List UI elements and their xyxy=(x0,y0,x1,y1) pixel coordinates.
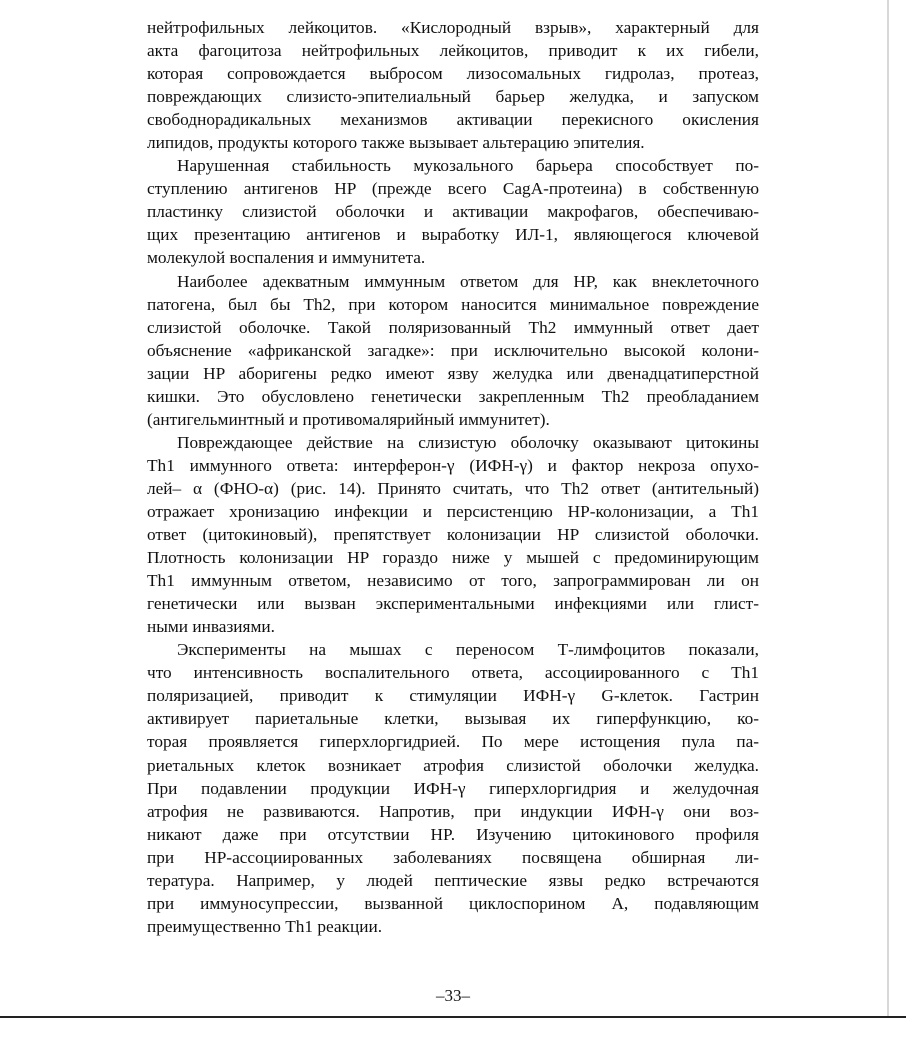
text-line: ступлению антигенов HP (прежде всего CagA-протеина) в собственную xyxy=(147,179,759,199)
body-text xyxy=(147,16,759,938)
page-number: –33– xyxy=(436,986,470,1005)
text-line: повреждающих слизисто-эпителиальный барьер желудка, и запуском xyxy=(147,87,759,107)
text-line: При подавлении продукции ИФН-γ гиперхлоргидрия и желудочная xyxy=(147,778,759,798)
text-line: ответ (цитокиновый), препятствует колонизации HP слизистой оболочки. xyxy=(147,525,759,545)
text-line: пластинку слизистой оболочки и активации макрофагов, обеспечиваю- xyxy=(147,202,759,222)
text-line: слизистой оболочке. Такой поляризованный Th2 иммунный ответ дает xyxy=(147,317,759,337)
paragraph-first-line: Нарушенная стабильность мукозального барьера способствует по- xyxy=(177,156,759,176)
text-line: ными инвазиями. xyxy=(147,617,275,637)
text-line: свободнорадикальных механизмов активации перекисного окисления xyxy=(147,110,759,130)
text-line: зации HP аборигены редко имеют язву желудка или двенадцатиперстной xyxy=(147,363,759,383)
text-line: риетальных клеток возникает атрофия слизистой оболочки желудка. xyxy=(147,755,759,775)
text-line: Th1 иммунного ответа: интерферон-γ (ИФН-γ) и фактор некроза опухо- xyxy=(147,455,759,475)
text-line: атрофия не развиваются. Напротив, при индукции ИФН-γ они воз- xyxy=(147,801,759,821)
paragraph-first-line: Эксперименты на мышах с переносом Т-лимфоцитов показали, xyxy=(177,640,759,660)
text-line: кишки. Это обусловлено генетически закрепленным Th2 преобладанием xyxy=(147,386,759,406)
text-line: (антигельминтный и противомалярийный иммунитет). xyxy=(147,409,550,429)
page-bottom-edge xyxy=(0,1016,906,1018)
text-line: нейтрофильных лейкоцитов. «Кислородный взрыв», характерный для xyxy=(147,18,759,37)
text-line: торая проявляется гиперхлоргидрией. По мере истощения пула па- xyxy=(147,732,759,752)
text-line: что интенсивность воспалительного ответа, ассоциированного с Th1 xyxy=(147,663,759,683)
scan-edge-line xyxy=(887,0,889,1016)
text-line: генетически или вызван экспериментальными инфекциями или глист- xyxy=(147,594,759,614)
text-line: патогена, был бы Th2, при котором наносится минимальное повреждение xyxy=(147,294,759,314)
text-line: молекулой воспаления и иммунитета. xyxy=(147,248,426,268)
paragraph-first-line: Повреждающее действие на слизистую оболочку оказывают цитокины xyxy=(177,432,759,452)
text-line: тература. Например, у людей пептические язвы редко встречаются xyxy=(147,870,759,890)
text-line: отражает хронизацию инфекции и персистенцию HP-колонизации, а Th1 xyxy=(147,501,759,521)
text-line: Th1 иммунным ответом, независимо от того, запрограммирован ли он xyxy=(147,571,759,591)
text-line: преимущественно Th1 реакции. xyxy=(147,916,383,936)
text-line: которая сопровождается выбросом лизосомальных гидролаз, протеаз, xyxy=(147,64,759,84)
text-line: при HP-ассоциированных заболеваниях посвящена обширная ли- xyxy=(147,847,759,867)
text-line: щих презентацию антигенов и выработку ИЛ-1, являющегося ключевой xyxy=(147,225,759,245)
text-line: лей– α (ФНО-α) (рис. 14). Принято считать, что Th2 ответ (антительный) xyxy=(147,478,759,498)
text-line: объяснение «африканской загадке»: при исключительно высокой колони- xyxy=(147,340,759,360)
text-line: при иммуносупрессии, вызванной циклоспорином А, подавляющим xyxy=(147,893,759,913)
text-line: никают даже при отсутствии HP. Изучению цитокинового профиля xyxy=(147,824,759,844)
text-line: активирует париетальные клетки, вызывая их гиперфункцию, ко- xyxy=(147,709,759,729)
text-line: Плотность колонизации HP гораздо ниже у мышей с предоминирующим xyxy=(147,548,759,568)
text-line: акта фагоцитоза нейтрофильных лейкоцитов, приводит к их гибели, xyxy=(147,41,759,61)
text-line: поляризацией, приводит к стимуляции ИФН-γ G-клеток. Гастрин xyxy=(147,686,759,706)
paragraph-first-line: Наиболее адекватным иммунным ответом для HP, как внеклеточного xyxy=(177,271,759,291)
text-line: липидов, продукты которого также вызывает альтерацию эпителия. xyxy=(147,133,645,153)
